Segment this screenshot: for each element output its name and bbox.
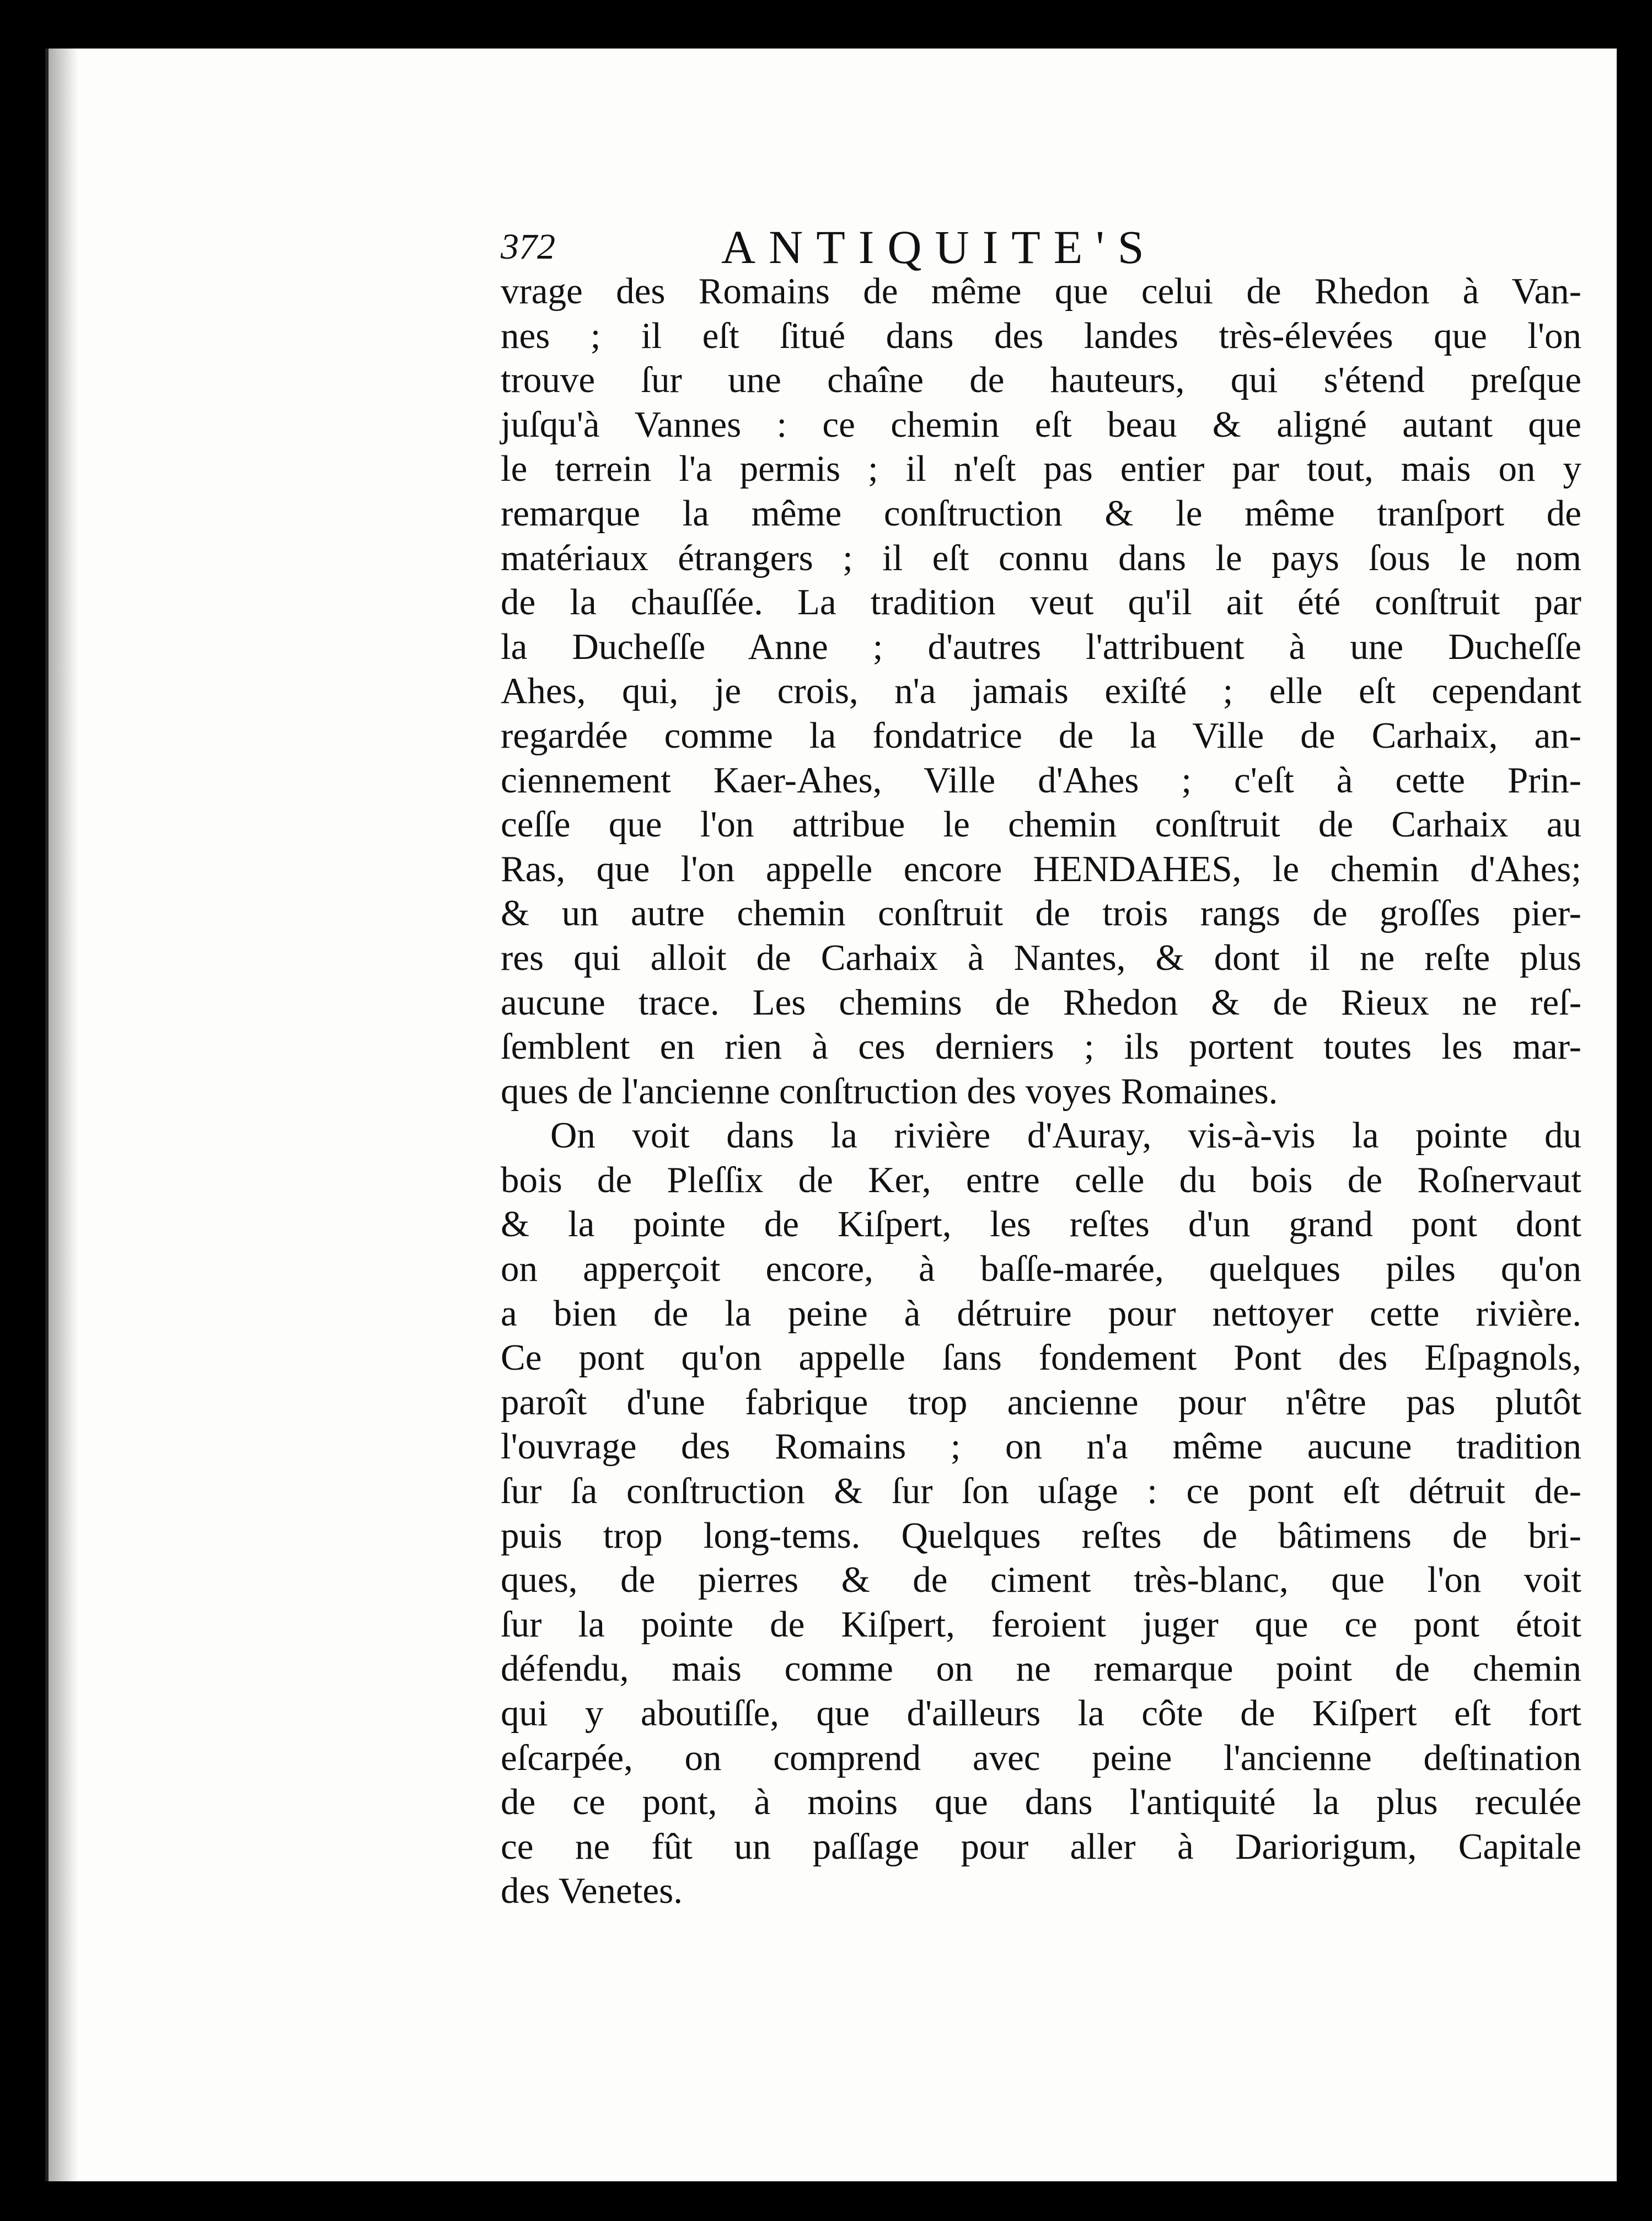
text-line: ceſſe que l'on attribue le chemin conſtruit de Carhaix au [501,804,1581,845]
text-line: ſur la pointe de Kiſpert, feroient juger que ce pont étoit [501,1603,1581,1645]
text-line: remarque la même conſtruction & le même tranſport de [501,492,1581,534]
body-text [501,269,1581,1913]
text-line: a bien de la peine à détruire pour nettoyer cette rivière. [501,1292,1581,1334]
text-line: ques de l'ancienne conſtruction des voyes Romaines. [501,1070,1278,1112]
text-line: ſur ſa conſtruction & ſur ſon uſage : ce pont eſt détruit de- [501,1471,1581,1512]
text-line: bois de Pleſſix de Ker, entre celle du bois de Roſnervaut [501,1159,1581,1200]
text-line: l'ouvrage des Romains ; on n'a même aucune tradition [501,1426,1581,1467]
text-line: défendu, mais comme on ne remarque point de chemin [501,1648,1581,1689]
text-line: Ahes, qui, je crois, n'a jamais exiſté ; elle eſt cependant [501,670,1581,712]
text-line: & un autre chemin conſtruit de trois rangs de groſſes pier- [501,893,1581,934]
text-line: trouve ſur une chaîne de hauteurs, qui s'étend preſque [501,360,1581,401]
text-line: ques, de pierres & de ciment très-blanc, que l'on voit [501,1559,1581,1601]
text-line: regardée comme la fondatrice de la Ville de Carhaix, an- [501,715,1581,756]
text-line: On voit dans la rivière d'Auray, vis-à-vis la pointe du [550,1115,1581,1156]
text-line: de ce pont, à moins que dans l'antiquité la plus reculée [501,1782,1581,1823]
page-number: 372 [501,227,555,267]
text-line: puis trop long-tems. Quelques reſtes de bâtimens de bri- [501,1515,1581,1556]
text-line: des Venetes. [501,1870,683,1912]
text-line: la Ducheſſe Anne ; d'autres l'attribuent à une Ducheſſe [501,626,1581,667]
text-line: de la chauſſée. La tradition veut qu'il ait été conſtruit par [501,582,1581,623]
text-line: nes ; il eſt ſitué dans des landes très-élevées que l'on [501,315,1581,356]
text-line: paroît d'une fabrique trop ancienne pour n'être pas plutôt [501,1381,1581,1423]
text-line: ce ne fût un paſſage pour aller à Dariorigum, Capitale [501,1826,1581,1867]
paragraph [501,1113,1581,1913]
text-line: Ras, que l'on appelle encore HENDAHES, le chemin d'Ahes; [501,848,1581,889]
text-line: ſemblent en rien à ces derniers ; ils portent toutes les mar- [501,1026,1581,1067]
page-header [501,219,1581,275]
text-line: on apperçoit encore, à baſſe-marée, quelques piles qu'on [501,1248,1581,1290]
text-line: res qui alloit de Carhaix à Nantes, & dont il ne reſte plus [501,937,1581,978]
text-line: & la pointe de Kiſpert, les reſtes d'un grand pont dont [501,1204,1581,1245]
text-line: Ce pont qu'on appelle ſans fondement Pont des Eſpagnols, [501,1337,1581,1378]
text-line: le terrein l'a permis ; il n'eſt pas entier par tout, mais on y [501,448,1581,490]
running-title: ANTIQUITE'S [721,221,1157,273]
text-line: qui y aboutiſſe, que d'ailleurs la côte de Kiſpert eſt fort [501,1693,1581,1734]
text-line: vrage des Romains de même que celui de Rhedon à Van- [501,271,1581,312]
text-line: ciennement Kaer-Ahes, Ville d'Ahes ; c'eſt à cette Prin- [501,759,1581,801]
text-line: matériaux étrangers ; il eſt connu dans le pays ſous le nom [501,537,1581,578]
text-line: eſcarpée, on comprend avec peine l'ancienne deſtination [501,1737,1581,1778]
text-line: juſqu'à Vannes : ce chemin eſt beau & aligné autant que [501,404,1581,445]
text-line: aucune trace. Les chemins de Rhedon & de Rieux ne reſ- [501,981,1581,1023]
paragraph [501,269,1581,1113]
